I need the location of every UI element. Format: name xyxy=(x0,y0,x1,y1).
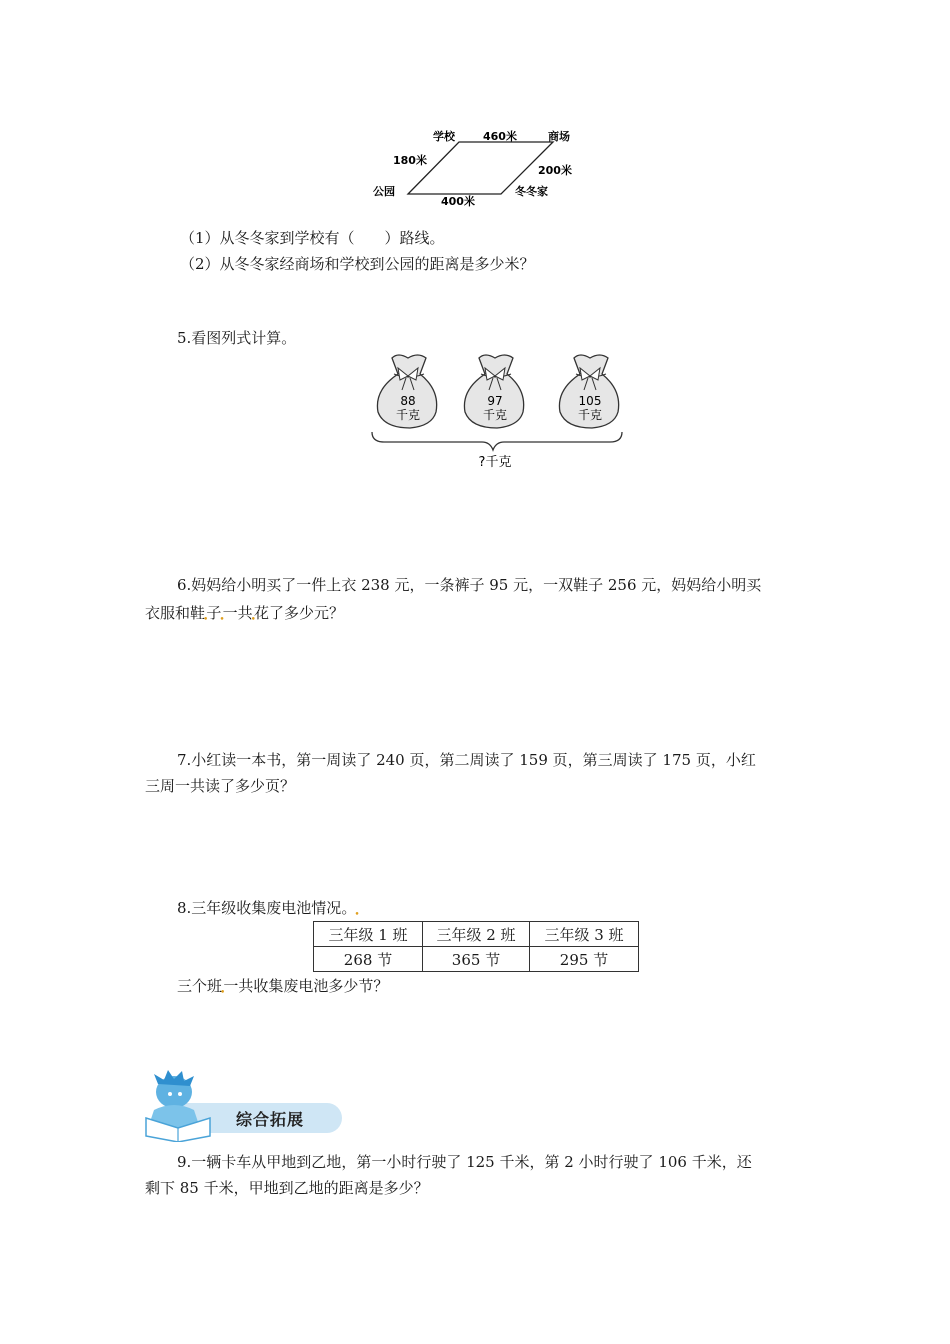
q9-line-1: 9.一辆卡车从甲地到乙地，第一小时行驶了 125 千米，第 2 小时行驶了 106 千米，还 xyxy=(177,1153,752,1171)
bag-2-unit: 千克 xyxy=(482,408,508,422)
table-header-cell: 三年级 3 班 xyxy=(530,922,639,947)
map-top-distance: 460米 xyxy=(483,130,517,143)
bag-3 xyxy=(559,355,618,428)
emphasis-dot: • xyxy=(219,615,225,625)
map-mall-label: 商场 xyxy=(548,130,570,143)
map-school-label: 学校 xyxy=(433,130,455,143)
q6-line-2-part-a: 衣服和鞋 xyxy=(145,604,206,622)
table-header-row xyxy=(314,922,639,947)
q6-line-1: 6.妈妈给小明买了一件上衣 238 元，一条裤子 95 元，一双鞋子 256 元，妈妈给小明买 xyxy=(177,576,762,594)
bag-2 xyxy=(464,355,523,428)
table-cell: 365 节 xyxy=(423,947,530,972)
bag-1-value: 88 xyxy=(400,394,416,408)
emphasis-dot: • xyxy=(354,910,360,920)
route-map-diagram xyxy=(360,122,590,214)
map-left-distance: 180米 xyxy=(393,154,427,167)
q4-subquestion-2: （2）从冬冬家经商场和学校到公园的距离是多少米？ xyxy=(180,255,535,273)
boy-reading-icon xyxy=(140,1070,220,1142)
q4-subquestion-1: （1）从冬冬家到学校有（ ）路线。 xyxy=(180,229,445,247)
table-cell: 268 节 xyxy=(314,947,423,972)
weight-bags-figure xyxy=(362,350,632,472)
q7-line-1: 7.小红读一本书，第一周读了 240 页，第二周读了 159 页，第三周读了 175 页，小红 xyxy=(177,751,756,769)
q6-line-2-part-c: 一共 xyxy=(222,604,253,622)
bag-3-unit: 千克 xyxy=(577,408,603,422)
battery-collection-table xyxy=(313,921,639,972)
map-home-label: 冬冬家 xyxy=(515,185,548,198)
bag-1-unit: 千克 xyxy=(395,408,421,422)
bag-1 xyxy=(377,355,436,428)
section-title: 综合拓展 xyxy=(236,1110,305,1129)
emphasis-dot: • xyxy=(203,615,209,625)
q5-title: 5.看图列式计算。 xyxy=(177,329,297,347)
q6-line-2 xyxy=(145,603,344,630)
q8-question xyxy=(177,976,388,1003)
emphasis-dot: • xyxy=(250,615,256,625)
q9-line-2: 剩下 85 千米，甲地到乙地的距离是多少？ xyxy=(145,1179,429,1197)
bag-2-value: 97 xyxy=(487,394,503,408)
map-bottom-distance: 400米 xyxy=(441,195,475,208)
q6-line-2-part-d: 花了多少元？ xyxy=(253,604,344,622)
table-cell: 295 节 xyxy=(530,947,639,972)
bag-3-value: 105 xyxy=(578,394,602,408)
table-header-cell: 三年级 2 班 xyxy=(423,922,530,947)
q8-question-part-a: 三个班 xyxy=(177,977,223,995)
emphasis-dot: • xyxy=(220,988,226,998)
table-header-cell: 三年级 1 班 xyxy=(314,922,423,947)
map-right-distance: 200米 xyxy=(538,164,572,177)
q6-line-2-part-b: 子 xyxy=(206,604,222,622)
table-row xyxy=(314,947,639,972)
total-weight-label: ?千克 xyxy=(478,455,512,470)
map-park-label: 公园 xyxy=(373,185,395,198)
q8-question-part-b: 一共收集废电池多少节？ xyxy=(223,977,389,995)
q8-title-text: 8.三年级收集废电池情况。 xyxy=(177,899,357,917)
q7-line-2: 三周一共读了多少页？ xyxy=(145,777,296,795)
total-brace xyxy=(372,432,622,450)
